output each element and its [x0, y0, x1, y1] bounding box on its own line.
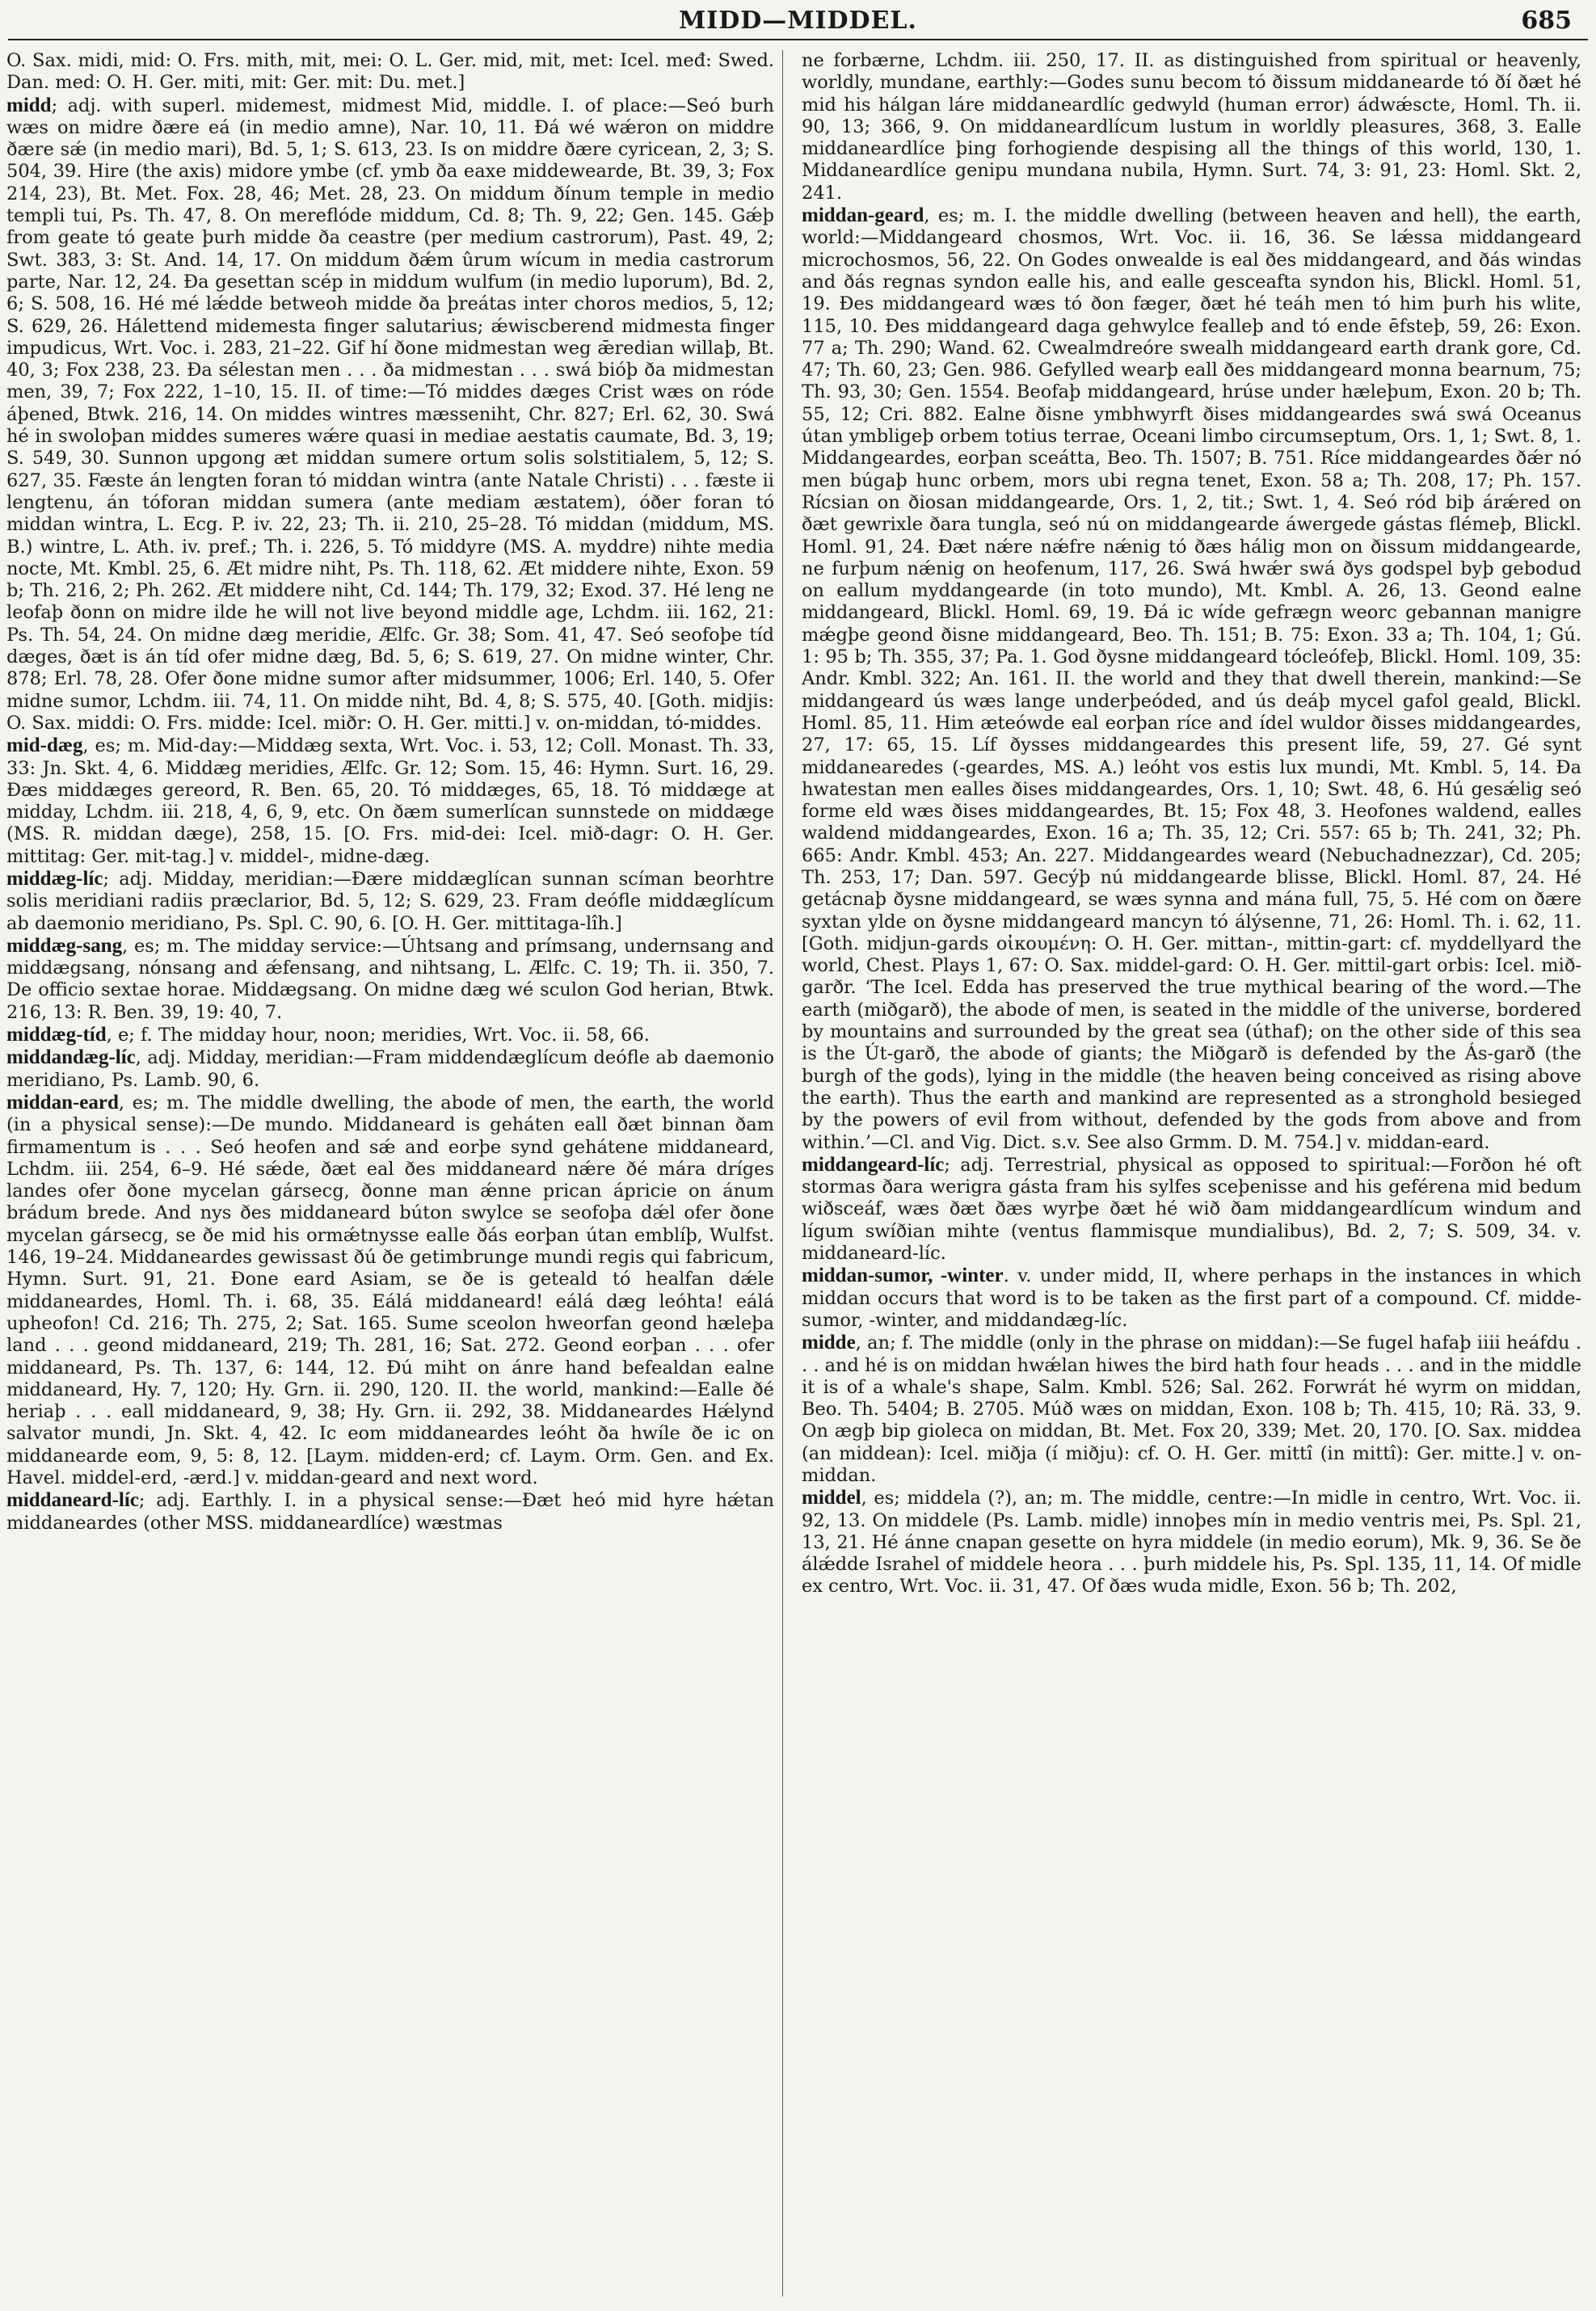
dictionary-entry: [802, 1154, 1581, 1265]
entry-body: , e; f. The midday hour, noon; meridies, Wrt. Voc. ii. 58, 66.: [106, 1025, 650, 1046]
entry-body: ; adj. Earthly. I. in a physical sense:—Ðæt heó mid hyre hǽtan middaneardes (other MSS. middaneardlíce) wæstmas: [6, 1490, 774, 1534]
dictionary-entry: [6, 735, 774, 868]
entry-headword: middandæg-líc: [6, 1046, 136, 1069]
entry-headword: middaneard-líc: [6, 1489, 139, 1512]
dictionary-entry: [6, 1046, 774, 1092]
left-column: [6, 50, 774, 2288]
continuation-text: ne forbærne, Lchdm. iii. 250, 17. II. as distinguished from spiritual or heavenly, worldly, mundane, earthly:—Godes sunu becom tó ðissum middanearde tó ðí ðæt hé mid his hálgan láre middaneardlíc gedwyld (human error) ádwǽscte, Homl. Th. ii. 90, 13; 366, 9. On middaneardlícum lustum in worldly pleasures, 368, 3. Ealle middaneardlíce þing forhogiende despising all the things of this world, 130, 1. Middaneardlíce genipu mundana nubila, Hymn. Surt. 74, 3: 91, 23: Homl. Skt. 2, 241.: [802, 50, 1581, 204]
continuation-text: O. Sax. midi, mid: O. Frs. mith, mit, mei: O. L. Ger. mid, mit, met: Icel. međ: Swed. Dan. med: O. H. Ger. miti, mit: Ger. mit: Du. met.]: [6, 50, 774, 94]
left-entries: [6, 95, 774, 1534]
entry-headword: middan-eard: [6, 1091, 119, 1113]
dictionary-entry: [6, 1092, 774, 1489]
column-divider: [782, 50, 783, 2296]
entry-body: , es; m. The midday service:—Úhtsang and prímsang, undernsang and middægsang, nónsang and ǽfensang, and nihtsang, L. Ælfc. C. 19; Th. ii. 350, 7. De officio sextae horae. Middægsang. On midne dæg wé sculon God herian, Btwk. 216, 13: R. Ben. 39, 19: 40, 7.: [6, 935, 774, 1023]
right-column: [802, 50, 1581, 2288]
entry-body: ; adj. Terrestrial, physical as opposed to spiritual:—Forðon hé oft stormas ðara werigra gásta fram his sylfes sceþenisse and his geférena mid bedum wiðsceáf, wæs ðæt ðæs wyrþe ðæt hé wið ðam middangeardlícum windum and lígum swíðian mihte (ventus flammisque mundialibus), Bd. 2, 7; S. 509, 34. v. middaneard-líc.: [802, 1154, 1581, 1265]
entry-body: , es; m. I. the middle dwelling (between heaven and hell), the earth, world:—Middangeard chosmos, Wrt. Voc. ii. 16, 36. Se lǽssa middangeard microchosmos, 56, 22. On Godes onwealde is eal ðes middangeard, and ðás windas and ðás regnas syndon ealle his, and ealle gesceafta syndon his, Blickl. Homl. 51, 19. Ðes middangeard wæs tó ðon fæger, ðæt hé teáh men tó him þurh his wlite, 115, 10. Ðes middangeard daga gehwylce fealleþ and tó ende ēfsteþ, 59, 26: Exon. 77 a; Th. 290; Wand. 62. Cwealmdreóre swealh middangeard earth drank gore, Cd. 47; Th. 60, 23; Gen. 986. Gefylled wearþ eall ðes middangeard monna bearnum, 75; Th. 93, 30; Gen. 1554. Beofaþ middangeard, hrúse under hæleþum, Exon. 20 b; Th. 55, 12; Cri. 882. Ealne ðisne ymbhwyrft ðises middangeardes swá swá Oceanus útan ymbligeþ orbem totius terrae, Oceani limbo circumseptum, Ors. 1, 1; Swt. 8, 1. Middangeardes, eorþan sceátta, Beo. Th. 1507; B. 751. Ríce middangeardes ðǽr nó men búgaþ hunc orbem, mors ubi regna tenet, Exon. 58 a; Th. 208, 17; Ph. 157. Rícsian on ðiosan middangearde, Ors. 1, 2, tit.; Swt. 1, 4. Seó ród biþ árǽred on ðæt gewrixle ðara tungla, seó nú on middangearde áwergede gástas flémeþ, Blickl. Homl. 91, 24. Ðæt nǽre nǽfre nǽnig tó ðæs hálig mon on ðissum middangearde, ne furþum nǽnig on heofenum, 117, 26. Swá hwǽr swá ðys godspel byþ gebodud on eallum myddangearde (in toto mundo), Mt. Kmbl. A. 26, 13. Geond ealne middangeard, Blickl. Homl. 69, 19. Ðá ic wíde gefrægn weorc gebannan manigre mǽgþe geond ðisne middangeard, Beo. Th. 151; B. 75: Exon. 33 a; Th. 104, 1; Gú. 1: 95 b; Th. 355, 37; Pa. 1. God ðysne middangeard tócleófeþ, Blickl. Homl. 109, 35: Andr. Kmbl. 322; An. 161. II. the world and they that dwell therein, mankind:—Se middangeard ús wæs lange underþeóded, and ús deáþ mycel gafol geald, Blickl. Homl. 85, 11. Him æteówde eal eorþan ríce and ídel wuldor ðisses middangeardes, 27, 17: 65, 15. Líf ðysses middangeardes this present life, 59, 27. Gé synt middanearedes (-geardes, MS. A.) leóht vos estis lux mundi, Mt. Kmbl. 5, 14. Ða hwatestan men ealles ðises middangeardes, Ors. 1, 10; Swt. 48, 6. Hú gesǽlig seó forme eld wæs ðises middangeardes, Bt. 15; Fox 48, 3. Heofones waldend, ealles waldend middangeardes, Exon. 16 a; Th. 35, 12; Cri. 557: 65 b; Th. 241, 32; Ph. 665: Andr. Kmbl. 453; An. 227. Middangeardes weard (Nebuchadnezzar), Cd. 205; Th. 253, 17; Dan. 597. Gecýþ nú middangearde blisse, Blickl. Homl. 87, 24. Hé getácnaþ ðysne middangeard, se wæs synna and mána full, 75, 5. Hé com on ðære syxtan ylde on ðysne middangeard mancyn tó álýsenne, 71, 26: Homl. Th. i. 62, 11. [Goth. midjun-gards οἰκουμένη: O. H. Ger. mittan-, mittin-gart: cf. myddellyard the world, Chest. Plays 1, 67: O. Sax. middel-gard: O. H. Ger. mittil-gart orbis: Icel. mið-garðr. ‘The Icel. Edda has preserved the true mythical bearing of the word.—The earth (miðgarð), the abode of men, is seated in the middle of the universe, bordered by mountains and surrounded by the great sea (úthaf); on the other side of this sea is the Út-garð, the abode of giants; the Miðgarð is defended by the Ás-garð (the burgh of the gods), lying in the middle (the heaven being conceived as rising above the earth). Thus the earth and mankind are represented as a stronghold besieged by the powers of evil from without, defended by the gods from above and from within.’—Cl. and Vig. Dict. s.v. See also Grmm. D. M. 754.] v. middan-eard.: [802, 205, 1581, 1153]
entry-headword: midde: [802, 1332, 856, 1354]
dictionary-entry: [6, 935, 774, 1024]
dictionary-entry: [6, 95, 774, 735]
entry-body: , an; f. The middle (only in the phrase on middan):—Se fugel hafaþ iiii heáfdu . . . and hé is on middan hwǽlan hiwes the bird hath four heads . . . and in the middle it is of a whale's shape, Salm. Kmbl. 526; Sal. 262. Forwrát hé wyrm on middan, Beo. Th. 5404; B. 2705. Múð wæs on middan, Exon. 108 b; Th. 415, 10; Rä. 33, 9. On ægþ bip gioleca on middan, Bt. Met. Fox 20, 339; Met. 20, 170. [O. Sax. middea (an middean): Icel. miðja (í miðju): cf. O. H. Ger. mittî (in mittî): Ger. mitte.] v. on-middan.: [802, 1332, 1581, 1486]
entry-body: ; adj. with superl. midemest, midmest Mid, middle. I. of place:—Seó burh wæs on midre ðære eá (in medio amne), Nar. 10, 11. Ðá wé wǽron on middre ðære sǽ (in medio mari), Bd. 5, 1; S. 613, 23. Is on middre ðære cyricean, 2, 3; S. 504, 39. Hire (the axis) midore ymbe (cf. ymb ða eaxe middewearde, Bt. 39, 3; Fox 214, 23), Bt. Met. Fox. 28, 46; Met. 28, 23. On middum ðínum temple in medio templi tui, Ps. Th. 47, 8. On mereflóde middum, Cd. 8; Th. 9, 22; Gen. 145. Gǽþ from geate tó geate þurh midde ða ceastre (per medium castrorum), Past. 49, 2; Swt. 383, 3: St. And. 14, 17. On middum ðǽm ûrum wícum in media castrorum parte, Nar. 12, 24. Ða gesettan scép in middum wulfum (in medio luporum), Bd. 2, 6; S. 508, 16. Hé mé lǽdde betweoh midde ða þreátas inter choros medios, 5, 12; S. 629, 26. Hálettend midemesta finger salutarius; ǽwiscberend midmesta finger impudicus, Wrt. Voc. i. 283, 21–22. Gif hí ðone midmestan weg ǣredian willaþ, Bt. 40, 3; Fox 238, 23. Ða sélestan men . . . ða midmestan . . . swá bióþ ða midmestan men, 39, 7; Fox 222, 1–10, 15. II. of time:—Tó middes dæges Crist wæs on róde áþened, Btwk. 216, 14. On middes wintres mæsseniht, Chr. 827; Erl. 62, 30. Swá hé in swoloþan middes sumeres wǽre quasi in mediae aestatis caumate, Bd. 3, 19; S. 549, 30. Sunnon upgong æt middan sumere ortum solis solstitialem, 5, 12; S. 627, 35. Fæste án lengten foran tó middan wintra (ante Natale Christi) . . . fæste ii lengtenu, án tóforan middan sumera (ante mediam æstatem), óðer foran tó middan wintra, L. Ecg. P. iv. 22, 23; Th. ii. 210, 25–28. Tó middan (middum, MS. B.) wintre, L. Ath. iv. pref.; Th. i. 226, 5. Tó middyre (MS. A. myddre) nihte media nocte, Mt. Kmbl. 25, 6. Æt midre niht, Ps. Th. 118, 62. Æt middere nihte, Exon. 59 b; Th. 216, 2; Ph. 262. Æt middere niht, Cd. 144; Th. 179, 32; Exod. 37. Hé leng ne leofaþ ðonn on midre ilde he will not live beyond middle age, Lchdm. iii. 162, 21: Ps. Th. 54, 24. On midne dæg meridie, Ælfc. Gr. 38; Som. 41, 47. Seó seofoþe tíd dæges, ðæt is án tíd ofer midne dæg, Bd. 5, 6; S. 619, 27. On midne winter, Chr. 878; Erl. 78, 28. Ofer ðone midne sumor after midsummer, 1006; Erl. 140, 5. Ofer midne sumor, Lchdm. iii. 74, 11. On midde niht, Bd. 4, 8; S. 575, 40. [Goth. midjis: O. Sax. middi: O. Frs. midde: Icel. miðr: O. H. Ger. mitti.] v. on-middan, tó-middes.: [6, 95, 774, 734]
entry-headword: middel: [802, 1487, 861, 1509]
entry-body: ; adj. Midday, meridian:—Ðære middæglícan sunnan scíman beorhtre solis meridiani radiis præclarior, Bd. 5, 12; S. 629, 23. Fram deófle middæglícum ab daemonio meridiano, Ps. Spl. C. 90, 6. [O. H. Ger. mittitaga-lîh.]: [6, 868, 774, 934]
entry-headword: middan-sumor, -winter: [802, 1265, 1004, 1287]
dictionary-entry: [802, 1265, 1581, 1332]
dictionary-entry: [6, 1489, 774, 1534]
entry-headword: middæg-líc: [6, 867, 103, 890]
header-rule: [8, 39, 1588, 40]
dictionary-entry: [802, 1332, 1581, 1487]
running-head: MIDD—MIDDEL.: [679, 6, 917, 35]
entry-headword: mid-dæg: [6, 735, 83, 757]
dictionary-entry: [802, 204, 1581, 1154]
entry-body: . v. under midd, II, where perhaps in the instances in which middan occurs that word is to be taken as the first part of a compound. Cf. midde-sumor, -winter, and middandæg-líc.: [802, 1265, 1581, 1331]
entry-body: , es; m. The middle dwelling, the abode of men, the earth, the world (in a physical sense):—De mundo. Middaneard is geháten eall ðæt binnan ðam firmamentum is . . . Seó heofen and sǽ and eorþe synd gehátene middaneard, Lchdm. iii. 254, 6–9. Hé sǽde, ðæt eal ðes middaneard nǽre ðé mára dríges landes ofer ðone mycelan gársecg, ðonne man ǽnne prican ápricie on ánum brádum brede. And nys ðes middaneard búton swylce se seofoþa dǽl ofer ðone mycelan gársecg, se ðe mid his ormǽtnysse ealle ðás eorþan útan emblíþ, Wulfst. 146, 19–24. Middaneardes gewissast ðú ðe getimbrunge mundi regis qui fabricum, Hymn. Surt. 91, 21. Ðone eard Asiam, se ðe is geteald tó healfan dǽle middaneardes, Homl. Th. i. 68, 35. Eálá middaneard! eálá dæg leóhta! eálá upheofon! Cd. 216; Th. 275, 2; Sat. 165. Sume sceolon hweorfan geond hæleþa land . . . geond middaneard, 219; Th. 281, 16; Sat. 272. Geond eorþan . . . ofer middaneard, Ps. Th. 137, 6: 144, 12. Ðú miht on ánre hand befealdan ealne middaneard, Hy. 7, 120; Hy. Grn. ii. 290, 120. II. the world, mankind:—Ealle ðé heriaþ . . . eall middaneard, 9, 38; Hy. Grn. ii. 292, 38. Middaneardes Hǽlynd salvator mundi, Jn. Skt. 4, 42. Ic eom middaneardes leóht ða hwíle ðe ic on middanearde eom, 9, 5: 8, 12. [Laym. midden-erd; cf. Laym. Orm. Gen. and Ex. Havel. middel-erd, -ærd.] v. middan-geard and next word.: [6, 1092, 774, 1488]
dictionary-entry: [6, 868, 774, 935]
entry-body: , adj. Midday, meridian:—Fram middendæglícum deófle ab daemonio meridiano, Ps. Lamb. 90, 6.: [6, 1047, 774, 1091]
dictionary-entry: [6, 1024, 774, 1046]
page-header: [0, 5, 1596, 37]
page-number: 685: [1521, 6, 1572, 35]
entry-headword: middæg-tíd: [6, 1024, 107, 1046]
entry-headword: middangeard-líc: [802, 1153, 945, 1176]
right-entries: [802, 204, 1581, 1598]
entry-body: , es; middela (?), an; m. The middle, centre:—In midle in centro, Wrt. Voc. ii. 92, 13. On middele (Ps. Lamb. midle) innoþes mín in medio ventris mei, Ps. Spl. 21, 13, 21. Hé ánne cnapan gesette on hyra middele (in medio eorum), Mk. 9, 36. Se ðe álǽdde Israhel of middele heora . . . þurh middele his, Ps. Spl. 135, 11, 14. Of midle ex centro, Wrt. Voc. ii. 31, 47. Of ðæs wuda midle, Exon. 56 b; Th. 202,: [802, 1488, 1581, 1597]
entry-headword: middæg-sang: [6, 934, 123, 957]
entry-headword: middan-geard: [802, 204, 924, 227]
entry-body: , es; m. Mid-day:—Middæg sexta, Wrt. Voc. i. 53, 12; Coll. Monast. Th. 33, 33: Jn. Skt. 4, 6. Middæg meridies, Ælfc. Gr. 12; Som. 15, 46: Hymn. Surt. 16, 29. Ðæs middæges gereord, R. Ben. 65, 20. Tó middæges, 65, 18. Tó middæge at midday, Lchdm. iii. 218, 4, 6, 9, etc. On ðæm sumerlícan sunnstede on middæge (MS. R. middan dæge), 258, 15. [O. Frs. mid-dei: Icel. mið-dagr: O. H. Ger. mittitag: Ger. mit-tag.] v. middel-, midne-dæg.: [6, 735, 774, 867]
entry-headword: midd: [6, 94, 52, 116]
dictionary-entry: [802, 1487, 1581, 1597]
